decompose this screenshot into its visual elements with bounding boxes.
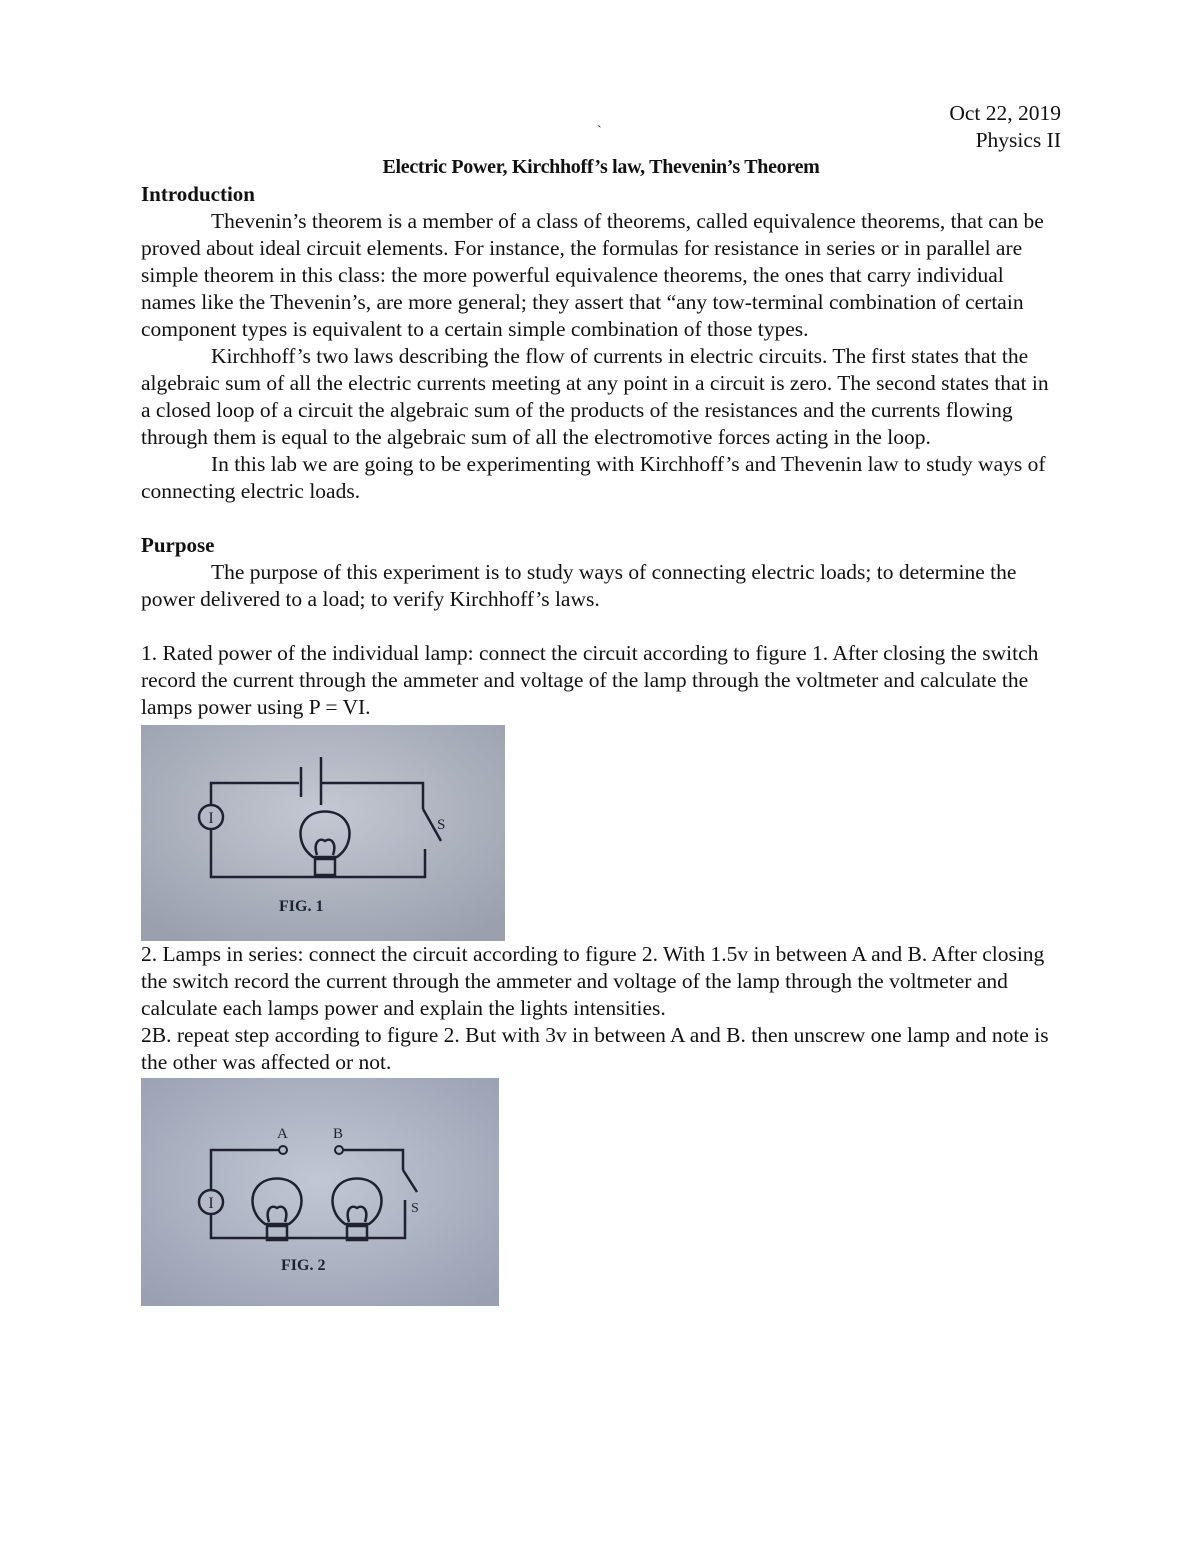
- purpose-paragraph: The purpose of this experiment is to study ways of connecting electric loads; to determine the power delivered to a load; to verify Kirchhoff’s laws.: [141, 560, 1017, 611]
- fig2-caption: FIG. 2: [281, 1257, 326, 1274]
- intro-paragraph-3: In this lab we are going to be experimenting with Kirchhoff’s and Thevenin law to study ways of connecting electric loads.: [141, 452, 1046, 503]
- header-block: [141, 100, 1061, 154]
- terminal-b-icon: [335, 1146, 343, 1154]
- stray-mark: `: [597, 124, 602, 139]
- fig1-meter-label: I: [208, 810, 214, 827]
- intro-paragraph-2: Kirchhoff’s two laws describing the flow of currents in electric circuits. The first states that the algebraic sum of all the electric currents meeting at any point in a circuit is zero. The second states that in a closed loop of a circuit the algebraic sum of the products of the resistances and the currents flowing through them is equal to the algebraic sum of all the electromotive forces acting in the loop.: [141, 344, 1049, 449]
- step-2b-text: 2B. repeat step according to figure 2. But with 3v in between A and B. then unscrew one lamp and note is the other was affected or not.: [141, 1023, 1049, 1074]
- fig2-meter-label: I: [208, 1195, 214, 1212]
- intro-paragraph-1: Thevenin’s theorem is a member of a class of theorems, called equivalence theorems, that can be proved about ideal circuit elements. For instance, the formulas for resistance in series or in parallel are simple theorem in this class: the more powerful equivalence theorems, the ones that carry individual names like the Thevenin’s, are more general; they assert that “any tow-terminal combination of certain component types is equivalent to a certain simple combination of those types.: [141, 209, 1044, 341]
- figure-2-image: [141, 1078, 499, 1306]
- fig2-terminal-b: B: [333, 1126, 344, 1142]
- fig2-switch-label: S: [411, 1201, 419, 1216]
- step-1-text: 1. Rated power of the individual lamp: connect the circuit according to figure 1. After closing the switch record the current through the ammeter and voltage of the lamp through the voltmeter and calculate the lamps power using P = VI.: [141, 641, 1039, 719]
- fig1-switch-label: S: [437, 817, 446, 833]
- step-2-text: 2. Lamps in series: connect the circuit according to figure 2. With 1.5v in between A and B. After closing the switch record the current through the ammeter and voltage of the lamp through the voltmeter and calculate each lamps power and explain the lights intensities.: [141, 942, 1045, 1020]
- document-page: [141, 100, 1061, 1306]
- terminal-a-icon: [279, 1146, 287, 1154]
- purpose-heading: Purpose: [141, 533, 215, 557]
- fig2-terminal-a: A: [277, 1126, 288, 1142]
- figure-1-image: [141, 725, 505, 941]
- figure-2-diagram: [141, 1078, 499, 1306]
- document-title: Electric Power, Kirchhoff’s law, Thevenin’s Theorem: [382, 156, 820, 178]
- fig1-caption: FIG. 1: [279, 898, 324, 915]
- header-date: Oct 22, 2019: [949, 101, 1061, 125]
- header-course: Physics II: [975, 128, 1061, 152]
- figure-1-diagram: [141, 725, 505, 941]
- introduction-heading: Introduction: [141, 182, 255, 206]
